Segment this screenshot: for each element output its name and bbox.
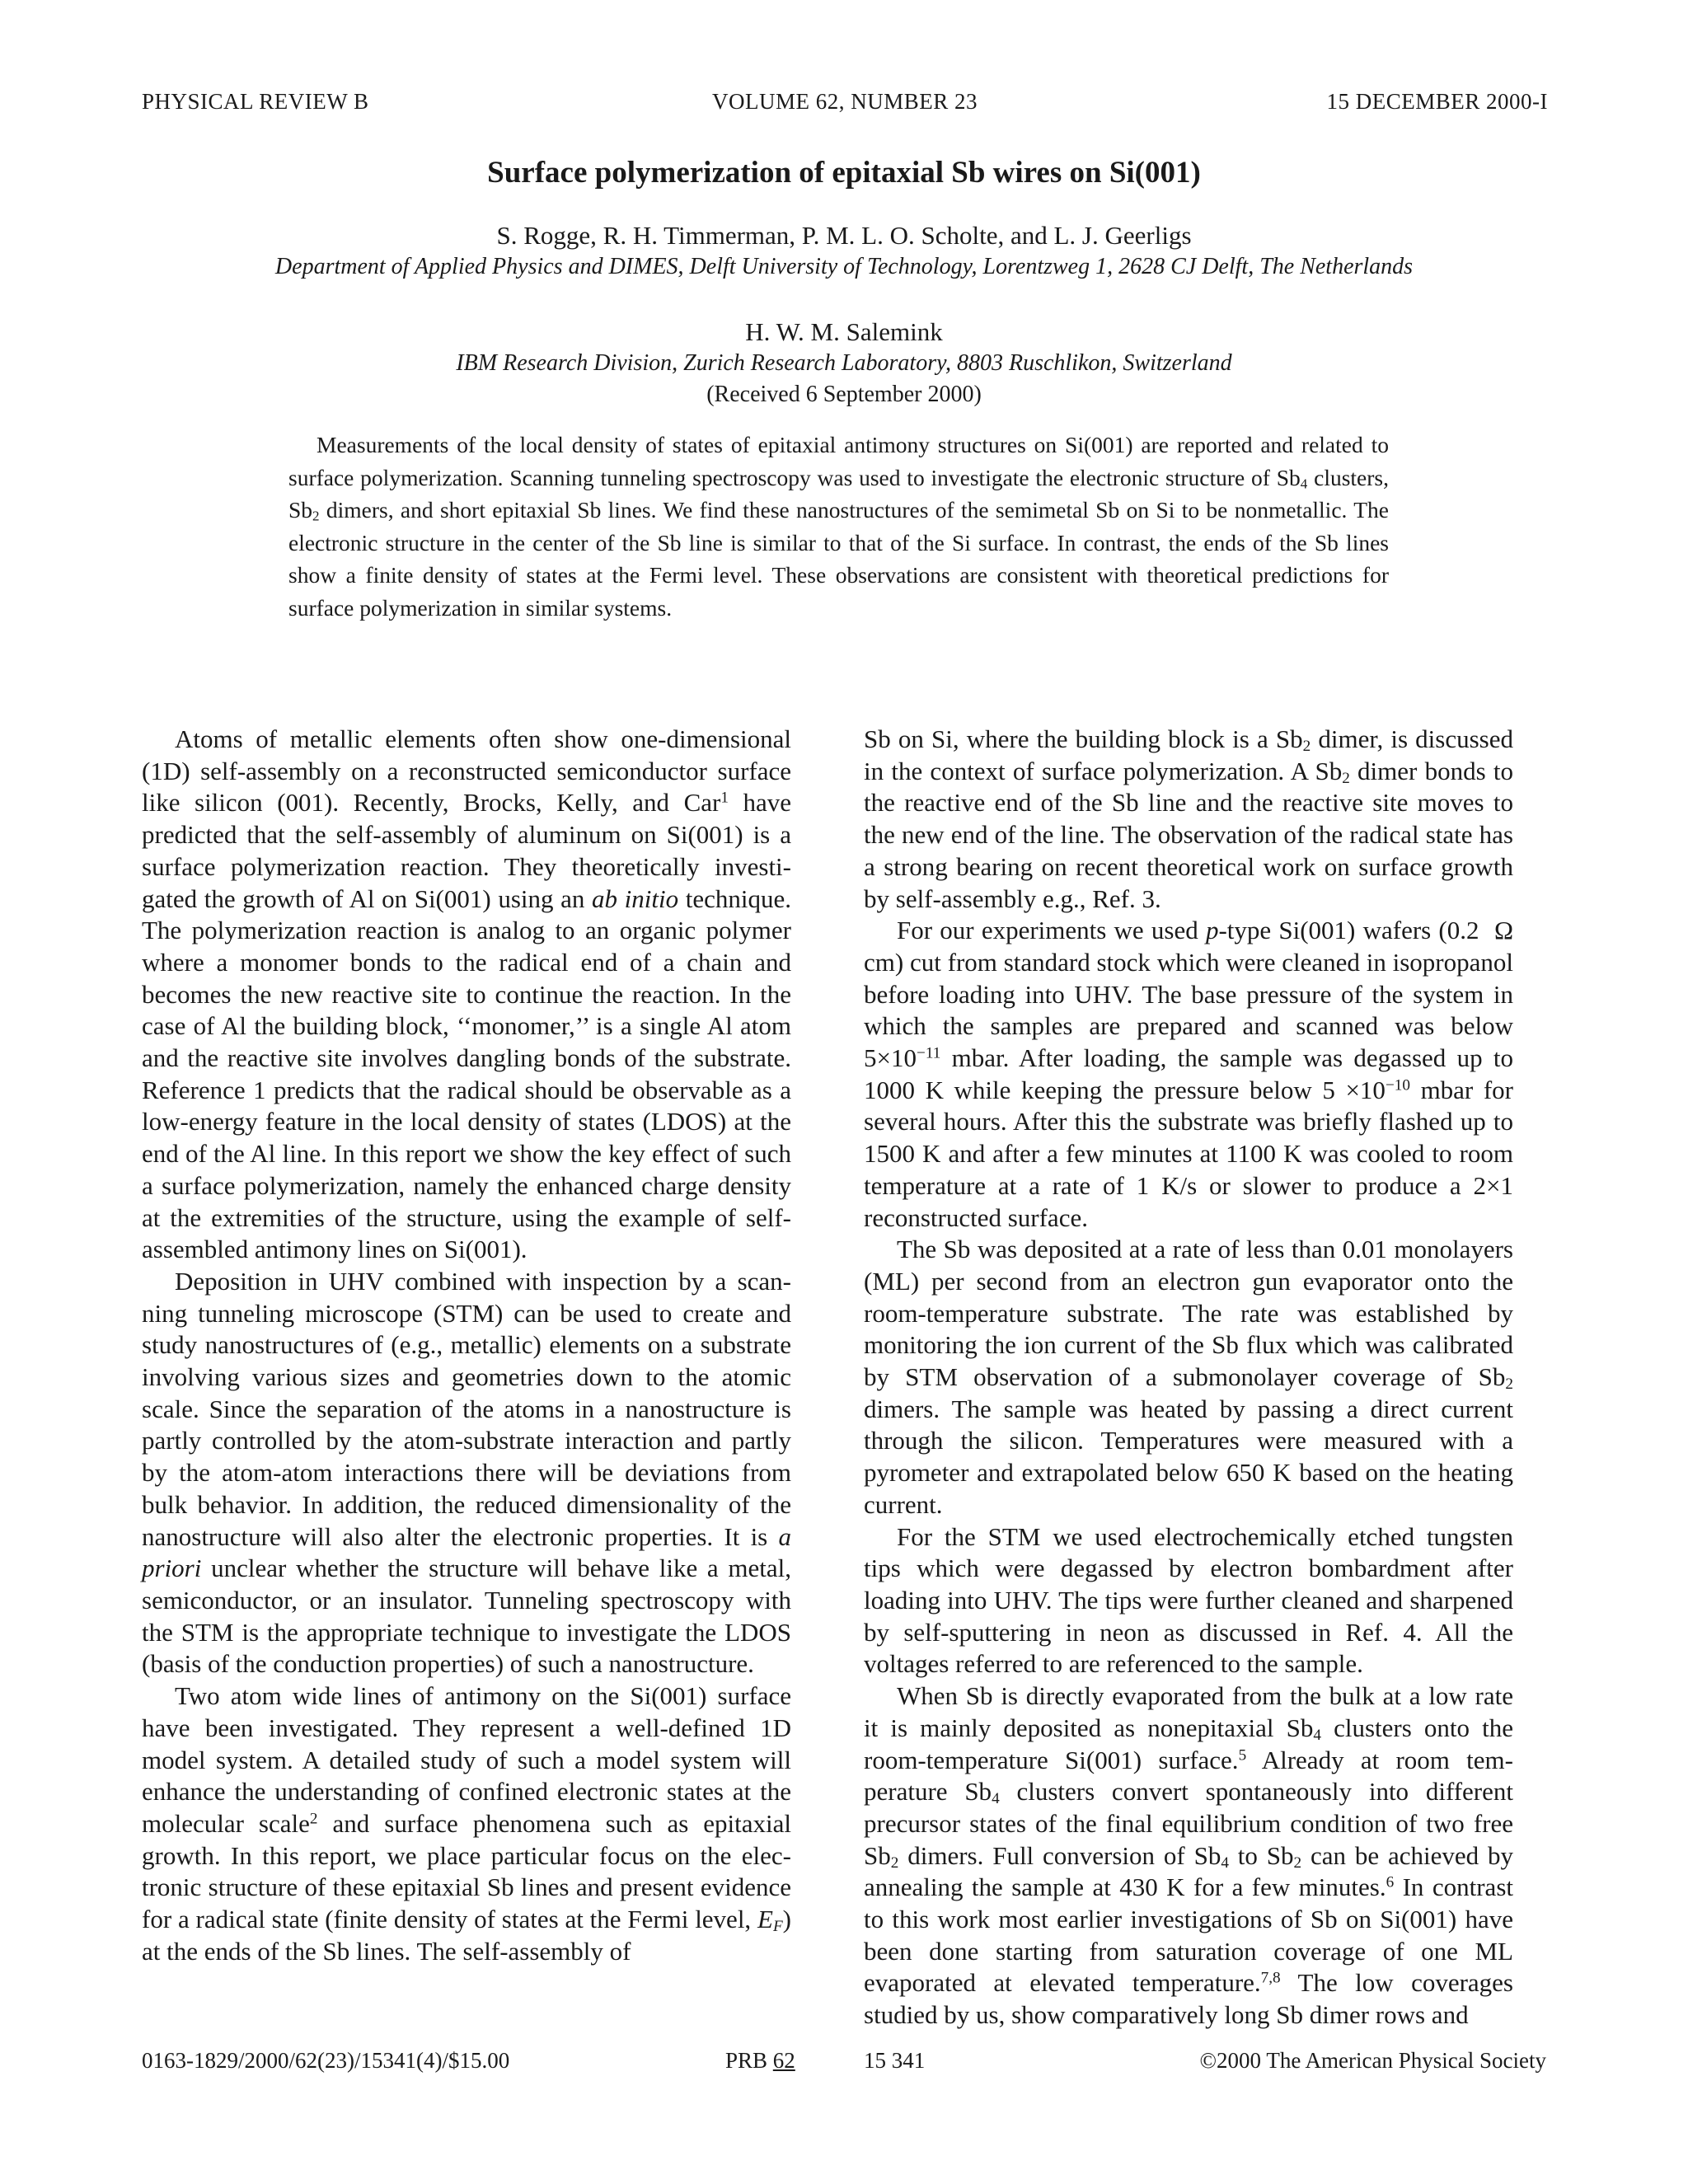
paragraph: Atoms of metallic elements often show one-dimensional (1D) self-assembly on a reconstructed semiconductor surface like silicon (001). Recently, Brocks, Kelly, and Car$^1$ have predicted that the self-assembly of aluminum on Si(001) is a surface polymerization reaction. They theoretically investigated the growth of Al on Si(001) using an ab initio technique. The polymerization reaction is analog to an organic polymer where a monomer bonds to the radical end of a chain and becomes the new reactive site to continue the reaction. In the case of Al the building block, ‘‘monomer,’’ is a single Al atom and the reactive site involves dangling bonds of the substrate. Reference 1 predicts that the radical should be observable as a low-energy feature in the local density of states (LDOS) at the end of the Al line. In this report we show the key effect of such a surface polymerization, namely the enhanced charge density at the extremities of the structure, using the example of self-assembled antimony lines on Si(001). (142, 724, 791, 1264)
affiliation-delft: Department of Applied Physics and DIMES, Delft University of Technology, Lorentzweg 1, 2628 CJ Delft, The Netherlands (274, 254, 1414, 279)
footer-issn: 0163-1829/2000/62(23)/15341(4)/$15.00 (142, 2048, 510, 2073)
journal-name: PHYSICAL REVIEW B (142, 89, 369, 114)
left-column (142, 724, 791, 1967)
affiliation-ibm: IBM Research Division, Zurich Research Laboratory, 8803 Ruschlikon, Switzerland (456, 350, 1232, 376)
paragraph: For our experiments we used p-type Si(001) wafers (0.2 Ω cm) cut from standard stock which were cleaned in isopropanol before loading into UHV. The base pressure of the system in which the samples are prepared and scanned was below $5\times 10^{-11}$ mbar. After loading, the sample was degassed up to 1000 K while keeping the pressure below $5 \times 10^{-10}$ mbar for several hours. After this the substrate was briefly flashed up to 1500 K and after a few minutes at 1100 K was cooled to room temperature at a rate of 1 K/s or slower to produce a 2×1 reconstructed surface. (864, 916, 1513, 1232)
author-salemink: H. W. M. Salemink (745, 317, 943, 346)
running-header (142, 89, 1548, 122)
paragraph: The Sb was deposited at a rate of less than 0.01 monolayers (ML) per second from an electron gun evaporator onto the room-temperature substrate. The rate was established by monitoring the ion current of the Sb flux which was calibrated by STM observation of a submonolayer coverage of $Sb_2$ dimers. The sample was heated by passing a direct current through the silicon. Temperatures were measured with a pyrometer and extrapolated below 650 K based on the heating current. (864, 1235, 1513, 1519)
paragraph: When Sb is directly evaporated from the bulk at a low rate it is mainly deposited as nonepitaxial $Sb_4$ clusters onto the room-temperature Si(001) surface.$^5$ Already at room temperature $Sb_4$ clusters convert spontaneously into different precursor states of the final equilibrium condition of two free $Sb_2$ dimers. Full conversion of $Sb_4$ to $Sb_2$ can be achieved by annealing the sample at 430 K for a few minutes.$^6$ In contrast to this work most earlier investigations of Sb on Si(001) have been done starting from saturation coverage of one ML evaporated at elevated temperature.$^{7,8}$ The low coverages studied by us, show comparatively long Sb dimer rows and (864, 1681, 1513, 2030)
footer-volume: 62 (772, 2048, 795, 2073)
author-list: S. Rogge, R. H. Timmerman, P. M. L. O. Scholte, and L. J. Geerligs (496, 221, 1192, 250)
issue-date: 15 DECEMBER 2000-I (1326, 89, 1548, 114)
right-column (864, 724, 1513, 2032)
paragraph: For the STM we used electrochemically etched tungsten tips which were degassed by electron bombardment after loading into UHV. The tips were further cleaned and sharpened by self-sputtering in neon as discussed in Ref. 4. All the voltages referred to are referenced to the sample. (864, 1521, 1513, 1679)
copyright: ©2000 The American Physical Society (1199, 2048, 1546, 2073)
paper-title: Surface polymerization of epitaxial Sb wires on Si(001) (487, 156, 1201, 190)
page-number: 15 341 (864, 2048, 926, 2073)
footer-journal (725, 2048, 795, 2074)
abstract (288, 429, 1389, 624)
paragraph: Deposition in UHV combined with inspection by a scanning tunneling microscope (STM) can be used to create and study nanostructures of (e.g., metallic) elements on a substrate involving various sizes and geometries down to the atomic scale. Since the separation of the atoms in a nanostructure is partly controlled by the atom-substrate interaction and partly by the atom-atom interactions there will be deviations from bulk behavior. In addition, the reduced dimensionality of the nanostructure will also alter the electronic properties. It is a priori unclear whether the structure will behave like a metal, semiconductor, or an insulator. Tunneling spectroscopy with the STM is the appropriate technique to investigate the LDOS (basis of the conduction properties) of such a nanostructure. (142, 1266, 791, 1679)
paragraph: Two atom wide lines of antimony on the Si(001) surface have been investigated. They represent a well-defined 1D model system. A detailed study of such a model system will enhance the understanding of confined electronic states at the molecular scale$^2$ and surface phenomena such as epitaxial growth. In this report, we place particular focus on the electronic structure of these epitaxial Sb lines and present evidence for a radical state (finite density of states at the Fermi level, $E_F$) at the ends of the Sb lines. The self-assembly of (142, 1681, 791, 1966)
volume-number: VOLUME 62, NUMBER 23 (711, 89, 978, 114)
abstract-text: Measurements of the local density of states of epitaxial antimony structures on Si(001) are reported and related to surface polymerization. Scanning tunneling spectroscopy was used to investigate the electronic structure of $Sb_4$ clusters, $Sb_2$ dimers, and short epitaxial Sb lines. We find these nanostructures of the semimetal Sb on Si to be nonmetallic. The electronic structure in the center of the Sb line is similar to that of the Si surface. In contrast, the ends of the Sb lines show a finite density of states at the Fermi level. These observations are consistent with theoretical predictions for surface polymerization in similar systems. (288, 432, 1389, 621)
paragraph: Sb on Si, where the building block is a $Sb_2$ dimer, is discussed in the context of surface polymerization. A $Sb_2$ dimer bonds to the reactive end of the Sb line and the reactive site moves to the new end of the line. The observation of the radical state has a strong bearing on recent theoretical work on surface growth by self-assembly e.g., Ref. 3. (864, 724, 1513, 913)
footer-journal-abbrev: PRB (725, 2048, 768, 2073)
received-date: (Received 6 September 2000) (706, 382, 982, 407)
